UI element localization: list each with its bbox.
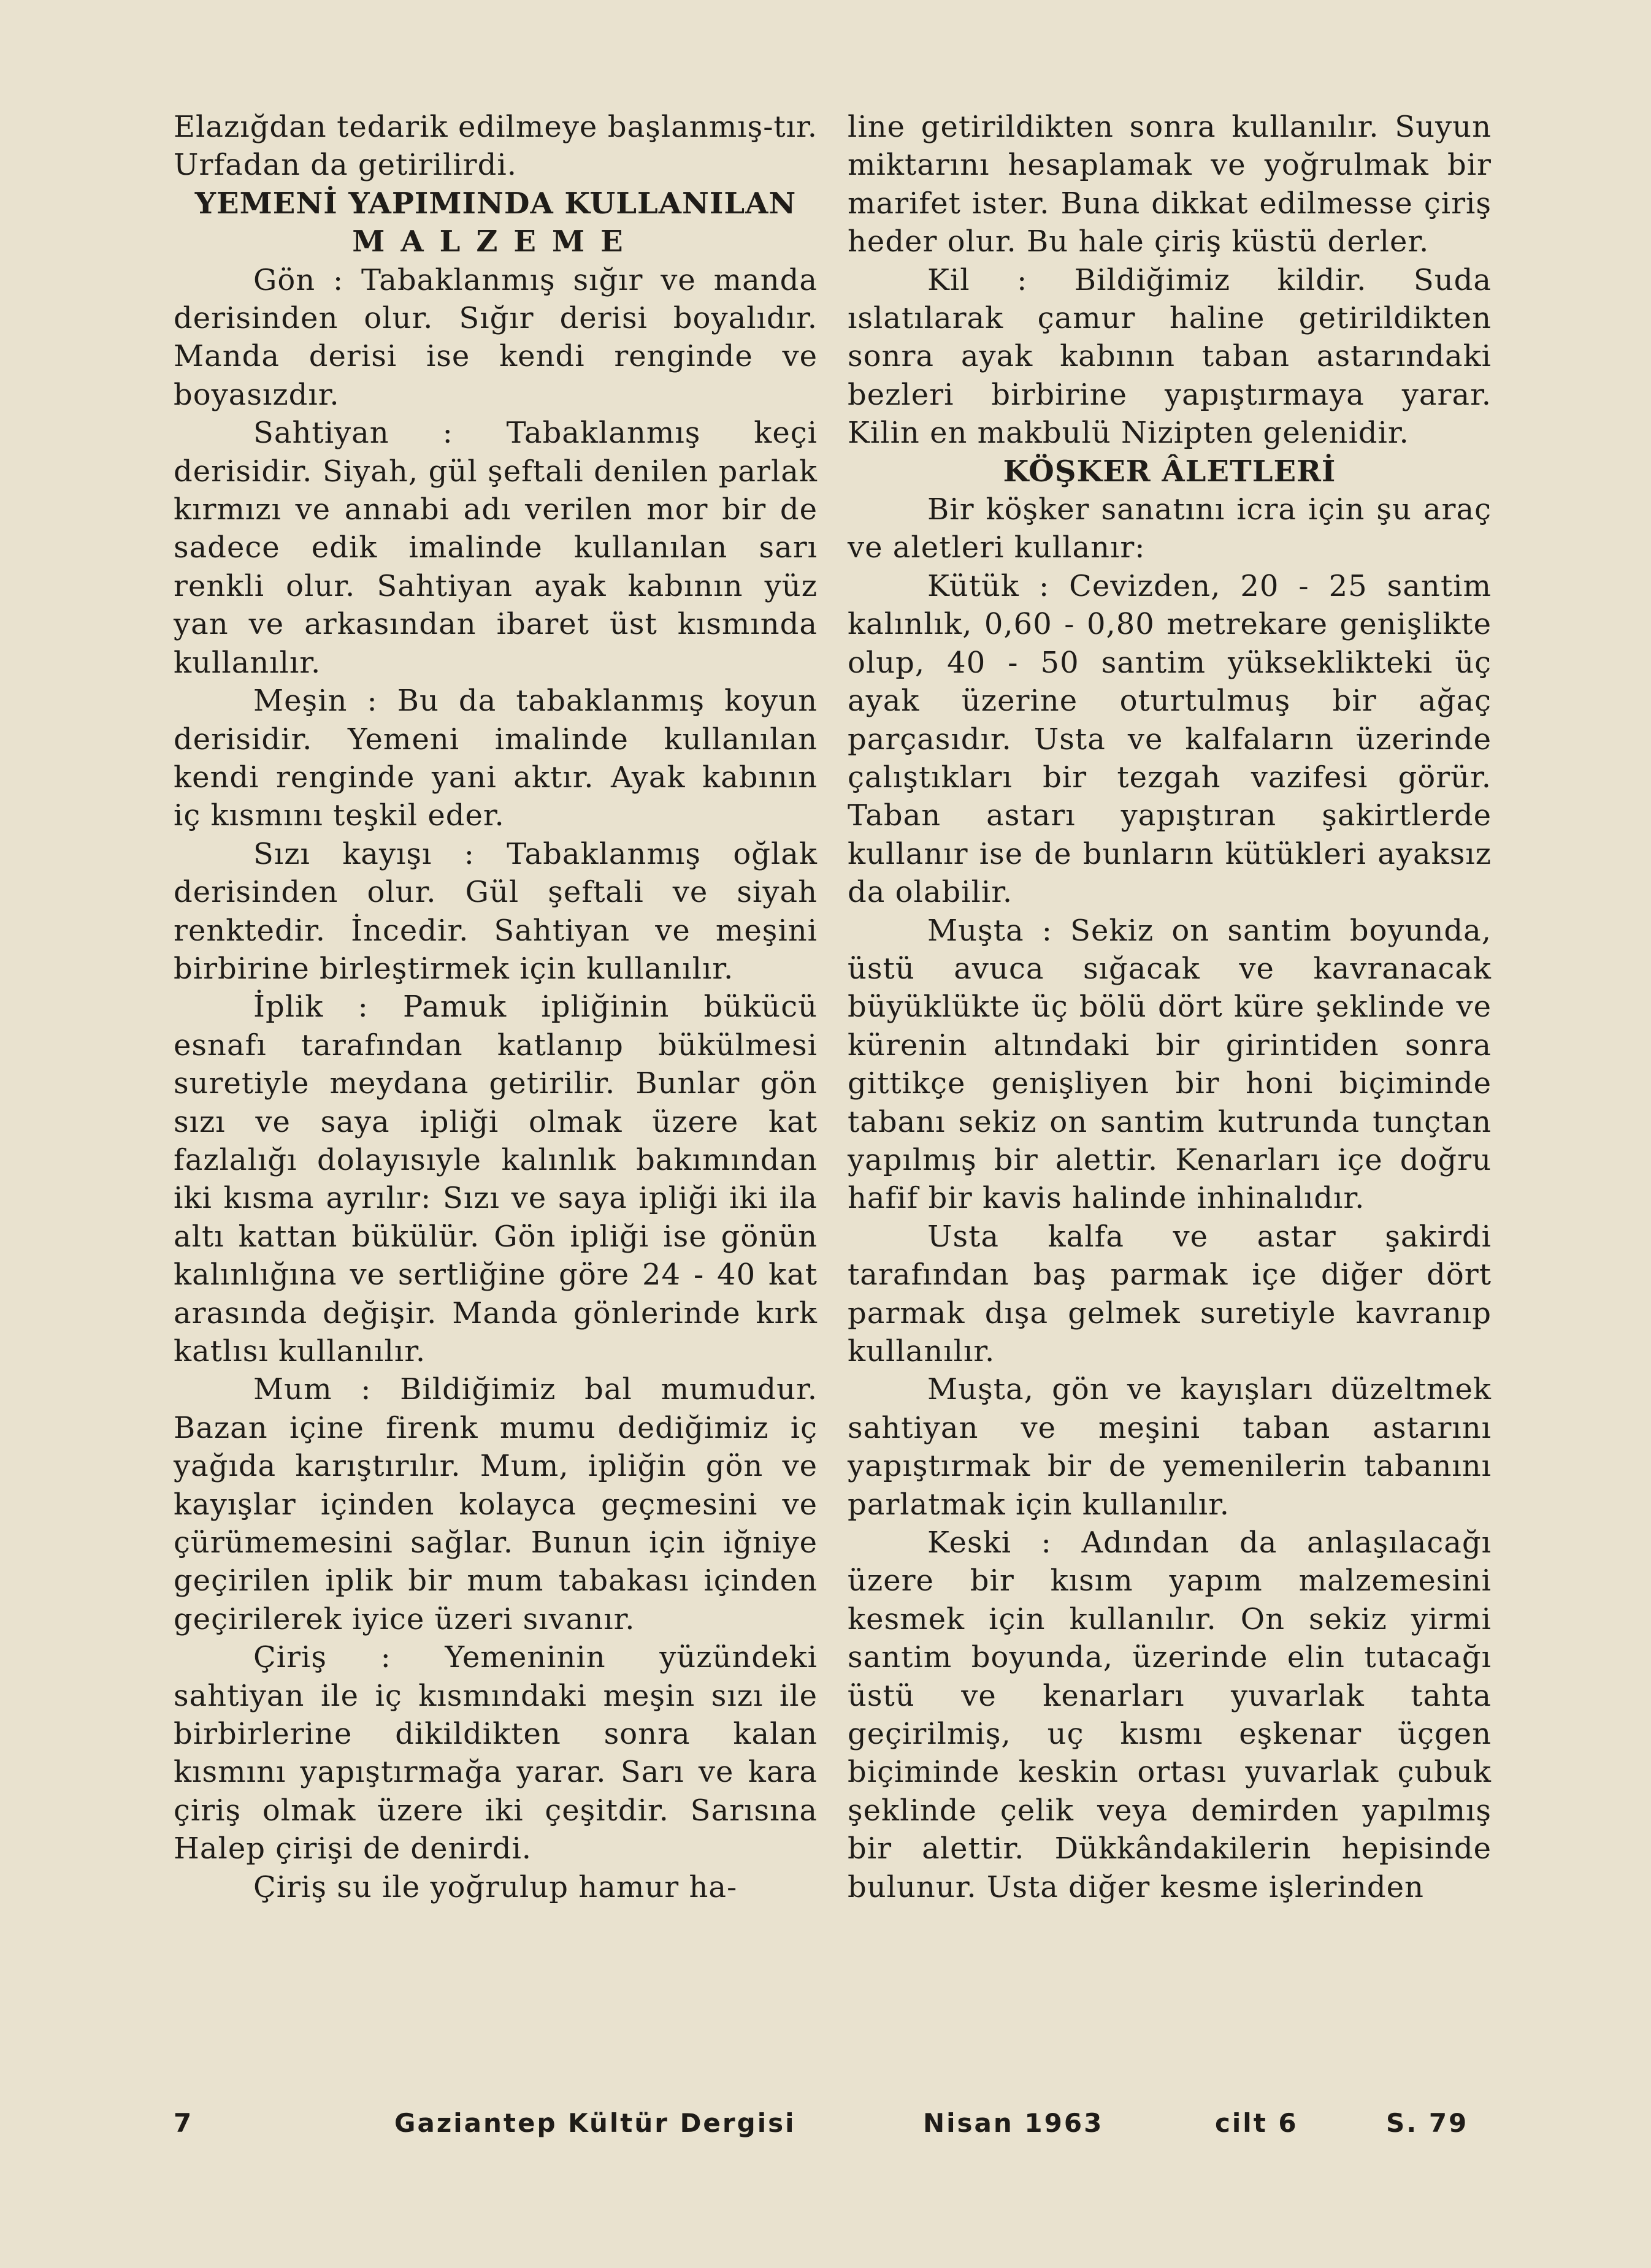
paragraph-sahtiyan: Sahtiyan : Tabaklanmış keçi derisidir. Siyah, gül şeftali denilen parlak kırmızı ve annabi adı verilen mor bir de sadece edik imalinde kullanılan sarı renkli olur. Sahtiyan ayak kabının yüz yan ve arkasından ibaret üst kısmında kullanılır. [174, 416, 818, 680]
paragraph-elazig: Elazığdan tedarik edilmeye başlanmış-tır. Urfadan da getirilirdi. [174, 110, 818, 183]
paragraph-aletler-intro: Bir köşker sanatını icra için şu araç ve aletleri kullanır: [848, 492, 1492, 565]
paragraph-ciris: Çiriş : Yemeninin yüzündeki sahtiyan ile iç kısmındaki meşin sızı ile birbirlerine dikildikten sonra kalan kısmını yapıştırmağa yarar. Sarı ve kara çiriş olmak üzere iki çeşitdir. Sarısına Halep çirişi de denirdi. [174, 1640, 818, 1866]
issue-number: S. 79 [1386, 2108, 1469, 2138]
paragraph-gon: Gön : Tabaklanmış sığır ve manda derisinden olur. Sığır derisi boyalıdır. Manda derisi ise kendi renginde ve boyasızdır. [174, 262, 818, 412]
paragraph-usta-kalfa: Usta kalfa ve astar şakirdi tarafından baş parmak içe diğer dört parmak dışa gelmek suretiyle kavranıp kullanılır. [848, 1219, 1492, 1369]
volume-label: cilt 6 [1215, 2108, 1298, 2138]
magazine-title: Gaziantep Kültür Dergisi [394, 2108, 796, 2138]
paragraph-mesin: Meşin : Bu da tabaklanmış koyun derisidir. Yemeni imalinde kullanılan kendi renginde yani aktır. Ayak kabının iç kısmını teşkil eder. [174, 684, 818, 833]
paragraph-kil: Kil : Bildiğimiz kildir. Suda ıslatılarak çamur haline getirildikten sonra ayak kabının taban astarındaki bezleri birbirine yapıştırmaya yarar. Kilin en makbulü Nizipten gelenidir. [848, 262, 1492, 451]
paragraph-iplik: İplik : Pamuk ipliğinin bükücü esnafı tarafından katlanıp bükülmesi suretiyle meydana getirilir. Bunlar gön sızı ve saya ipliği olmak üzere kat fazlalığı dolayısıyle kalınlık bakımından iki kısma ayrılır: Sızı ve saya ipliği iki ila altı kattan bükülür. Gön ipliği ise gönün kalınlığına ve sertliğine göre 24 - 40 kat arasında değişir. Manda gönlerinde kırk katlısı kullanılır. [174, 990, 818, 1369]
issue-date: Nisan 1963 [923, 2108, 1104, 2138]
left-column [174, 108, 818, 1906]
section-heading-kosker-aletleri: KÖŞKER ÂLETLERİ [1003, 454, 1336, 489]
paragraph-ciris-hamur: Çiriş su ile yoğrulup hamur ha- [253, 1869, 738, 1904]
section-heading-malzeme-line2: MALZEME [352, 224, 639, 259]
paragraph-ciris-continued: line getirildikten sonra kullanılır. Suyun miktarını hesaplamak ve yoğrulmak bir marifet ister. Buna dikkat edilmesse çiriş heder olur. Bu hale çiriş küstü derler. [848, 110, 1492, 259]
page-number: 7 [174, 2108, 194, 2138]
paragraph-keski: Keski : Adından da anlaşılacağı üzere bir kısım yapım malzemesini kesmek için kullanılır. On sekiz yirmi santim boyunda, üzerinde elin tutacağı üstü ve kenarları yuvarlak tahta geçirilmiş, uç kısmı eşkenar üçgen biçiminde keskin ortası yuvarlak çubuk şeklinde çelik veya demirden yapılmış bir alettir. Dükkândakilerin hepisinde bulunur. Usta diğer kesme işlerinden [848, 1525, 1492, 1904]
section-heading-malzeme: YEMENİ YAPIMINDA KULLANILAN [194, 186, 797, 221]
paragraph-sizi-kayisi: Sızı kayışı : Tabaklanmış oğlak derisinden olur. Gül şeftali ve siyah renktedir. İncedir. Sahtiyan ve meşini birbirine birleştirmek için kullanılır. [174, 836, 818, 986]
page-footer [174, 2108, 1478, 2145]
paragraph-musta: Muşta : Sekiz on santim boyunda, üstü avuca sığacak ve kavranacak büyüklükte üç bölü dört küre şeklinde ve kürenin altındaki bir girintiden sonra gittikçe genişliyen bir honi biçiminde tabanı sekiz on santim kutrunda tunçtan yapılmış bir alettir. Kenarları içe doğru hafif bir kavis halinde inhinalıdır. [848, 913, 1492, 1216]
paragraph-mum: Mum : Bildiğimiz bal mumudur. Bazan içine firenk mumu dediğimiz iç yağıda karıştırılır. Mum, ipliğin gön ve kayışlar içinden kolayca geçmesini ve çürümemesini sağlar. Bunun için iğniye geçirilen iplik bir mum tabakası içinden geçirilerek iyice üzeri sıvanır. [174, 1372, 818, 1636]
paragraph-musta-kullanim: Muşta, gön ve kayışları düzeltmek sahtiyan ve meşini taban astarını yapıştırmak bir de yemenilerin tabanını parlatmak için kullanılır. [848, 1372, 1492, 1522]
right-column [848, 108, 1492, 1906]
paragraph-kutuk: Kütük : Cevizden, 20 - 25 santim kalınlık, 0,60 - 0,80 metrekare genişlikte olup, 40 - 50 santim yükseklikteki üç ayak üzerine oturtulmuş bir ağaç parçasıdır. Usta ve kalfaların üzerinde çalıştıkları bir tezgah vazifesi görür. Taban astarı yapıştıran şakirtlerde kullanır ise de bunların kütükleri ayaksız da olabilir. [848, 568, 1492, 910]
